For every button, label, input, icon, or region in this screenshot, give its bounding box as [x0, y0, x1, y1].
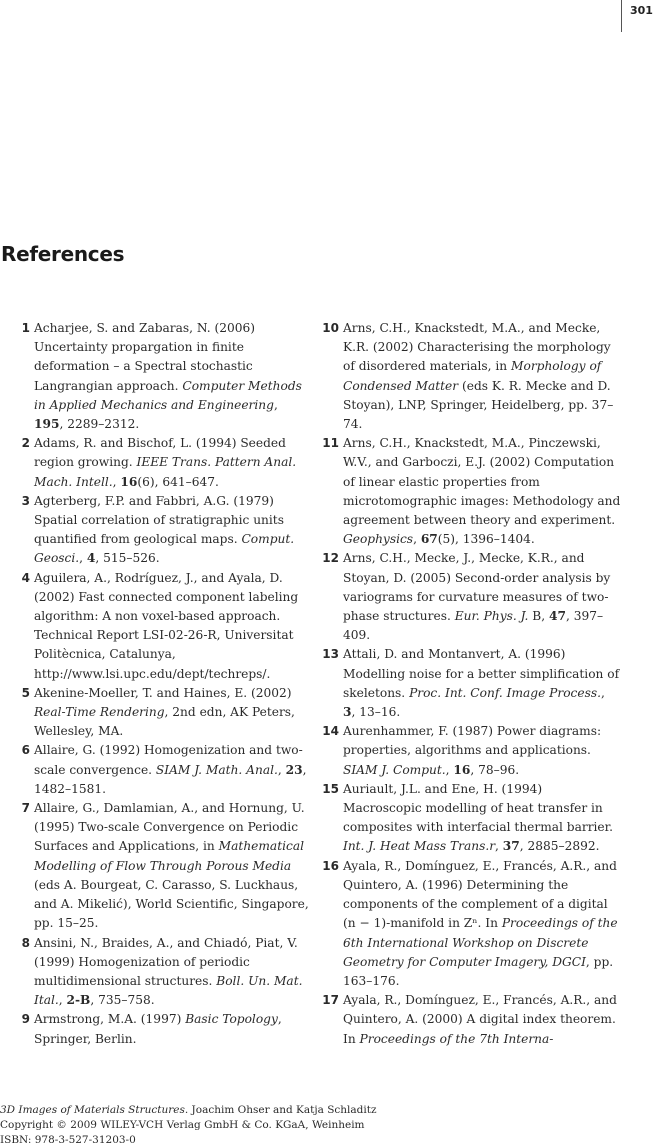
reference-number: 2	[21, 436, 30, 451]
reference-segment: ,	[445, 762, 454, 777]
reference-entry	[10, 1010, 310, 1048]
reference-segment: , 515–526.	[95, 551, 160, 566]
reference-text	[34, 934, 310, 1011]
reference-number: 12	[322, 551, 339, 566]
reference-entry	[319, 549, 621, 645]
reference-text	[343, 722, 621, 780]
reference-text	[343, 645, 621, 722]
reference-entry	[10, 319, 310, 434]
reference-segment: Agterberg, F.P. and Fabbri, A.G. (1979) Spatial correlation of stratigraphic units quantified from geological maps.	[34, 493, 284, 547]
reference-text	[34, 799, 310, 933]
reference-italic-segment: Real-Time Rendering	[34, 705, 165, 720]
footer-authors: Joachim Ohser and Katja Schladitz	[188, 1104, 377, 1116]
reference-segment: , 2885–2892.	[519, 839, 600, 854]
reference-segment: , 2nd edn, AK Peters, Wellesley, MA.	[34, 705, 295, 739]
reference-italic-segment: Geophysics	[343, 532, 414, 547]
reference-text	[34, 684, 310, 742]
reference-italic-segment: Proc. Int. Conf. Image Process.	[409, 685, 601, 700]
reference-segment: ,	[79, 551, 87, 566]
reference-italic-segment: Int. J. Heat Mass Trans.r	[343, 839, 496, 854]
reference-number: 9	[21, 1012, 30, 1027]
reference-segment: Acharjee, S. and Zabaras, N. (2006) Uncertainty propargation in finite deformation – a Spectral stochastic Langrangian approach.	[34, 321, 256, 393]
reference-segment: , 735–758.	[90, 993, 155, 1008]
reference-number: 4	[21, 570, 30, 585]
reference-segment: , 1482–1581.	[34, 762, 307, 796]
reference-segment: Aguilera, A., Rodríguez, J., and Ayala, D. (2002) Fast connected component labeling algorithm: A non voxel-based approach. Technical Report LSI-02-26-R, Universitat Politècnica, Catalunya, http://www.lsi.upc.edu/dept/techreps/.	[34, 570, 299, 681]
reference-entry	[10, 684, 310, 742]
reference-number: 3	[21, 493, 30, 508]
reference-number: 6	[21, 743, 30, 758]
reference-number: 17	[322, 993, 339, 1008]
reference-segment: (6), 641–647.	[137, 474, 219, 489]
page-footer	[0, 1103, 377, 1148]
reference-segment: Auriault, J.L. and Ene, H. (1994) Macroscopic modelling of heat transfer in composites with interfacial thermal barrier.	[343, 781, 613, 835]
reference-bold-segment: 37	[502, 839, 520, 854]
reference-italic-segment: Computer Methods in Applied Mechanics and Engineering	[34, 378, 302, 412]
reference-entry	[319, 991, 621, 1049]
footer-isbn: ISBN: 978-3-527-31203-0	[0, 1134, 136, 1146]
reference-segment: Attali, D. and Montanvert, A. (1996) Modelling noise for a better simplification of skeletons.	[343, 647, 620, 700]
reference-segment: ,	[112, 474, 121, 489]
reference-italic-segment: IEEE Trans. Pattern Anal. Mach. Intell.	[34, 455, 297, 489]
reference-text	[34, 492, 310, 569]
reference-segment: ,	[495, 839, 503, 854]
footer-citation-line	[0, 1103, 377, 1118]
reference-segment: ,	[413, 532, 421, 547]
reference-italic-segment: Morphology of Condensed Matter	[343, 359, 602, 393]
reference-entry	[10, 934, 310, 1011]
reference-entry	[10, 799, 310, 933]
reference-segment: , 397–409.	[343, 609, 604, 643]
reference-segment: Ansini, N., Braides, A., and Chiadó, Piat, V. (1999) Homogenization of periodic multidimensional structures.	[34, 935, 298, 988]
reference-segment: ,	[273, 397, 278, 412]
reference-segment: Ayala, R., Domínguez, E., Francés, A.R., and Quintero, A. (1996) Determining the components of the complement of a digital (n − 1)-manifold in Zⁿ. In	[343, 858, 617, 931]
references-column-left	[10, 319, 310, 1049]
reference-segment: Ayala, R., Domínguez, E., Francés, A.R., and Quintero, A. (2000) A digital index theorem. In	[343, 993, 617, 1046]
reference-bold-segment: 16	[453, 762, 471, 777]
reference-text	[343, 549, 621, 645]
reference-italic-segment: SIAM J. Math. Anal.	[155, 762, 278, 777]
reference-segment: Adams, R. and Bischof, L. (1994) Seeded region growing.	[34, 436, 286, 470]
footer-book-title: 3D Images of Materials Structures.	[0, 1104, 189, 1116]
reference-bold-segment: 47	[549, 609, 566, 624]
reference-number: 14	[322, 724, 339, 739]
reference-segment: Arns, C.H., Knackstedt, M.A., Pinczewski, W.V., and Garboczi, E.J. (2002) Computation of linear elastic properties from microtomographic images: Methodology and agreement between theory and experiment.	[343, 436, 621, 528]
reference-segment: (eds K. R. Mecke and D. Stoyan), LNP, Springer, Heidelberg, pp. 37–74.	[343, 378, 614, 432]
reference-segment: Arns, C.H., Knackstedt, M.A., and Mecke, K.R. (2002) Characterising the morphology of disordered materials, in	[343, 321, 611, 374]
reference-bold-segment: 2-B	[66, 993, 91, 1008]
reference-segment: , 78–96.	[470, 762, 520, 777]
reference-segment: Allaire, G. (1992) Homogenization and two-scale convergence.	[34, 743, 303, 777]
reference-segment: Akenine-Moeller, T. and Haines, E. (2002)	[34, 685, 292, 700]
reference-text	[34, 741, 310, 799]
reference-italic-segment: Eur. Phys. J.	[454, 609, 529, 624]
reference-text	[34, 1010, 310, 1048]
reference-italic-segment: SIAM J. Comput.	[343, 762, 446, 777]
reference-segment: (eds A. Bourgeat, C. Carasso, S. Luckhaus, and A. Mikelić), World Scientific, Singapore, pp. 15–25.	[34, 877, 309, 931]
reference-number: 15	[322, 781, 339, 796]
reference-italic-segment: Comput. Geosci.	[34, 532, 295, 566]
reference-entry	[319, 645, 621, 722]
reference-entry	[319, 434, 621, 549]
reference-italic-segment: Proceedings of the 7th Interna-	[359, 1031, 554, 1046]
reference-number: 13	[322, 647, 339, 662]
reference-entry	[319, 780, 621, 857]
reference-segment: Allaire, G., Damlamian, A., and Hornung, U. (1995) Two-scale Convergence on Periodic Surfaces and Applications, in	[34, 801, 305, 854]
reference-entry	[319, 722, 621, 780]
reference-text	[34, 319, 310, 434]
reference-bold-segment: 195	[34, 417, 60, 432]
reference-bold-segment: 16	[120, 474, 138, 489]
reference-bold-segment: 23	[285, 762, 303, 777]
reference-segment: , 13–16.	[351, 705, 401, 720]
reference-number: 11	[322, 436, 339, 451]
reference-bold-segment: 67	[420, 532, 438, 547]
reference-entry	[319, 319, 621, 434]
reference-number: 7	[21, 801, 30, 816]
reference-italic-segment: Boll. Un. Mat. Ital.	[34, 973, 303, 1008]
reference-segment: , Springer, Berlin.	[34, 1012, 282, 1046]
reference-entry	[319, 857, 621, 991]
reference-segment: (5), 1396–1404.	[437, 532, 535, 547]
reference-number: 10	[322, 321, 339, 335]
footer-copyright: Copyright © 2009 WILEY-VCH Verlag GmbH & Co. KGaA, Weinheim	[0, 1119, 365, 1131]
reference-number: 5	[21, 685, 30, 700]
reference-text	[343, 857, 621, 991]
reference-text	[343, 434, 621, 549]
reference-italic-segment: Basic Topology	[185, 1012, 278, 1027]
reference-number: 8	[21, 935, 30, 950]
reference-segment: B,	[528, 609, 550, 624]
reference-segment: ,	[58, 993, 67, 1008]
reference-text	[34, 434, 310, 492]
reference-text	[34, 569, 310, 684]
references-heading: References	[1, 242, 125, 266]
reference-italic-segment: Mathematical Modelling of Flow Through Porous Media	[34, 839, 304, 873]
reference-segment: , 2289–2312.	[59, 417, 140, 432]
reference-entry	[10, 569, 310, 684]
reference-segment: , pp. 163–176.	[343, 954, 614, 988]
reference-entry	[10, 434, 310, 492]
page-number-rule	[621, 0, 622, 32]
reference-text	[343, 991, 621, 1049]
reference-entry	[10, 741, 310, 799]
reference-number: 16	[322, 858, 339, 873]
reference-segment: Armstrong, M.A. (1997)	[34, 1012, 186, 1027]
reference-number: 1	[21, 321, 30, 335]
reference-italic-segment: Proceedings of the 6th International Workshop on Discrete Geometry for Computer Imagery, DGCI	[343, 916, 618, 969]
reference-entry	[10, 492, 310, 569]
reference-bold-segment: 4	[86, 551, 96, 566]
reference-segment: Aurenhammer, F. (1987) Power diagrams: properties, algorithms and applications.	[343, 724, 602, 758]
reference-text	[343, 319, 621, 434]
reference-segment: ,	[277, 762, 286, 777]
references-column-right	[319, 319, 621, 1049]
reference-segment: Arns, C.H., Mecke, J., Mecke, K.R., and Stoyan, D. (2005) Second-order analysis by variograms for curvature measures of two-phase structures.	[343, 551, 611, 624]
reference-segment: ,	[600, 685, 605, 700]
reference-bold-segment: 3	[343, 705, 352, 720]
page-number: 301	[630, 4, 653, 17]
reference-text	[343, 780, 621, 857]
